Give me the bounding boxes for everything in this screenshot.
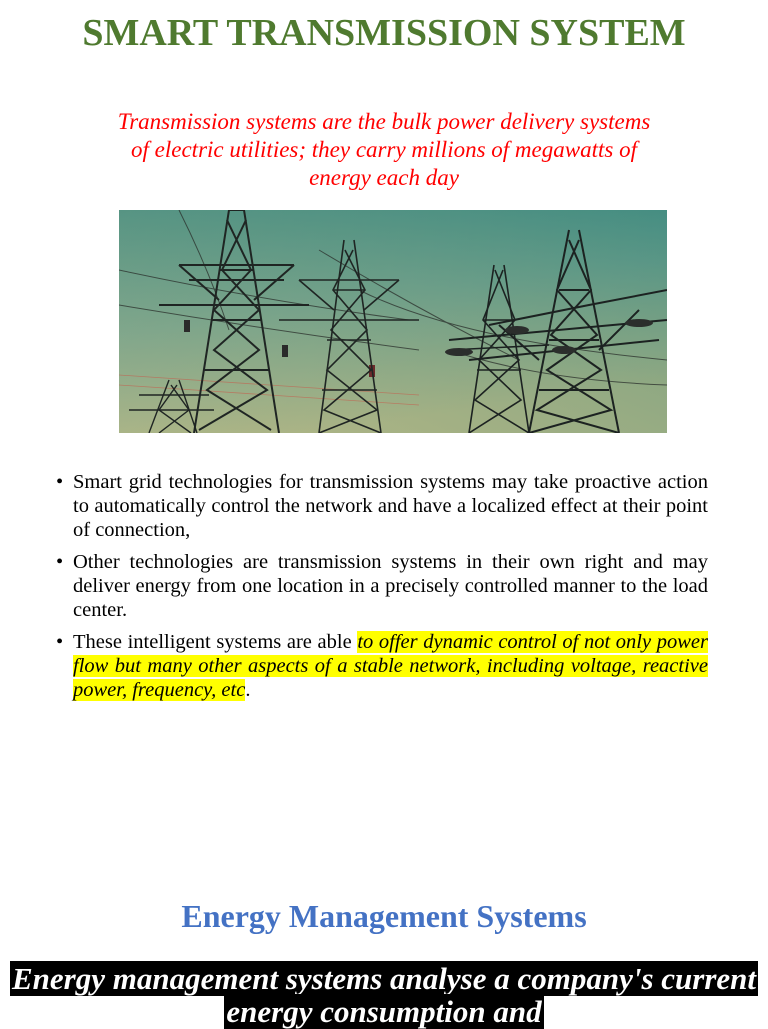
list-item bbox=[56, 550, 708, 622]
page-title: SMART TRANSMISSION SYSTEM bbox=[82, 12, 686, 54]
bullet-text-end: . bbox=[245, 679, 251, 701]
power-transmission-towers-photo bbox=[119, 210, 667, 433]
bullet-text: Smart grid technologies for transmission systems may take proactive action to automatically control the network and have a localized effect at their point of connection, bbox=[73, 471, 708, 541]
bullet-icon: • bbox=[56, 551, 64, 573]
highlighted-text: to offer dynamic control of not only power flow but many other aspects of a stable network, including voltage, reactive power, frequency, etc bbox=[73, 631, 708, 701]
bullet-list bbox=[56, 470, 708, 710]
bullet-text: Other technologies are transmission systems in their own right and may deliver energy from one location in a precisely controlled manner to the load center. bbox=[73, 551, 708, 621]
subtitle: Transmission systems are the bulk power delivery systems of electric utilities; they carry millions of megawatts of energy each day bbox=[117, 109, 651, 190]
section-body-text: Energy management systems analyse a company's current energy consumption and bbox=[12, 961, 756, 1029]
list-item bbox=[56, 470, 708, 542]
list-item bbox=[56, 630, 708, 702]
bullet-icon: • bbox=[56, 631, 64, 653]
bullet-icon: • bbox=[56, 471, 64, 493]
transmission-towers-image bbox=[119, 210, 667, 433]
bullet-text: These intelligent systems are able bbox=[73, 631, 358, 653]
section-title: Energy Management Systems bbox=[181, 898, 587, 934]
section-body bbox=[0, 962, 768, 1028]
